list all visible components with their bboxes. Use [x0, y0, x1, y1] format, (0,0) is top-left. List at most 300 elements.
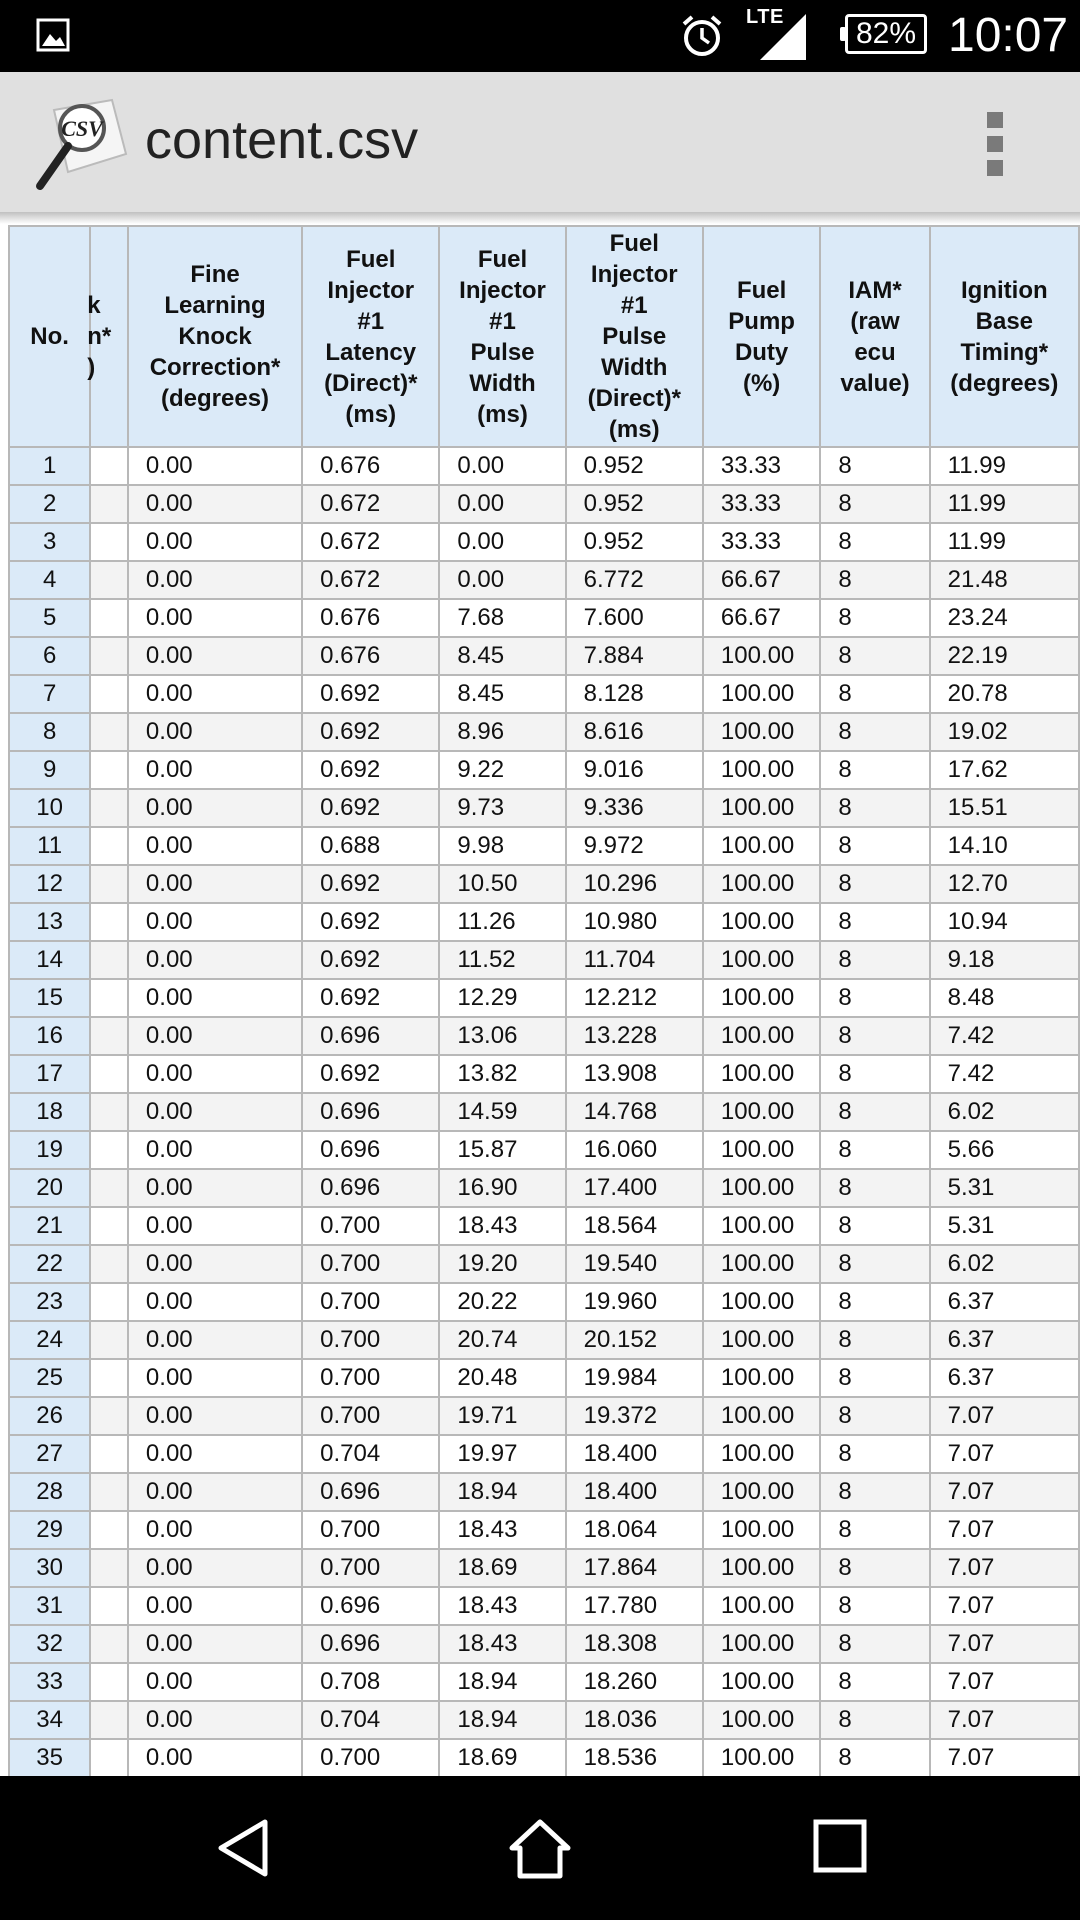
table-cell[interactable]: 17.400 — [566, 1169, 703, 1207]
table-cell[interactable] — [90, 713, 128, 751]
table-cell[interactable]: 18.43 — [439, 1625, 565, 1663]
table-cell[interactable]: 5.31 — [930, 1207, 1079, 1245]
column-header[interactable] — [302, 226, 439, 447]
table-cell[interactable]: 11.99 — [930, 485, 1079, 523]
column-header[interactable] — [87, 226, 128, 447]
table-cell[interactable]: 20.74 — [439, 1321, 565, 1359]
table-row[interactable] — [9, 713, 1079, 751]
table-cell[interactable]: 7.07 — [930, 1701, 1079, 1739]
table-cell[interactable] — [90, 485, 128, 523]
back-icon[interactable] — [215, 1818, 275, 1878]
table-row[interactable] — [9, 1587, 1079, 1625]
table-cell[interactable]: 8 — [820, 1207, 929, 1245]
table-cell[interactable]: 13.228 — [566, 1017, 703, 1055]
table-cell[interactable] — [90, 1283, 128, 1321]
table-cell[interactable]: 0.00 — [128, 941, 302, 979]
table-cell[interactable]: 5.66 — [930, 1131, 1079, 1169]
table-cell[interactable]: 20.152 — [566, 1321, 703, 1359]
table-cell[interactable]: 0.00 — [128, 751, 302, 789]
table-cell[interactable]: 6.37 — [930, 1283, 1079, 1321]
table-cell[interactable]: 8 — [820, 1701, 929, 1739]
row-number-cell[interactable]: 13 — [9, 903, 90, 941]
table-cell[interactable]: 0.00 — [128, 675, 302, 713]
table-cell[interactable]: 0.00 — [128, 1131, 302, 1169]
table-cell[interactable]: 11.704 — [566, 941, 703, 979]
table-cell[interactable] — [90, 827, 128, 865]
row-number-cell[interactable]: 27 — [9, 1435, 90, 1473]
table-cell[interactable]: 0.696 — [302, 1093, 439, 1131]
table-cell[interactable]: 8 — [820, 1625, 929, 1663]
table-cell[interactable]: 8 — [820, 865, 929, 903]
table-cell[interactable]: 23.24 — [930, 599, 1079, 637]
table-cell[interactable]: 0.688 — [302, 827, 439, 865]
table-cell[interactable]: 0.676 — [302, 599, 439, 637]
table-cell[interactable] — [90, 865, 128, 903]
table-cell[interactable]: 6.772 — [566, 561, 703, 599]
table-cell[interactable]: 0.00 — [128, 1207, 302, 1245]
table-cell[interactable]: 0.00 — [128, 827, 302, 865]
table-cell[interactable]: 0.700 — [302, 1283, 439, 1321]
table-cell[interactable]: 100.00 — [703, 1511, 820, 1549]
table-cell[interactable]: 10.980 — [566, 903, 703, 941]
table-cell[interactable] — [90, 1359, 128, 1397]
table-row[interactable] — [9, 1017, 1079, 1055]
table-cell[interactable]: 0.692 — [302, 903, 439, 941]
table-cell[interactable]: 8.616 — [566, 713, 703, 751]
table-cell[interactable]: 0.952 — [566, 523, 703, 561]
table-cell[interactable]: 8 — [820, 561, 929, 599]
table-cell[interactable]: 100.00 — [703, 1169, 820, 1207]
table-row[interactable] — [9, 1625, 1079, 1663]
row-number-cell[interactable]: 26 — [9, 1397, 90, 1435]
table-cell[interactable] — [90, 1625, 128, 1663]
table-row[interactable] — [9, 561, 1079, 599]
table-cell[interactable]: 8 — [820, 1511, 929, 1549]
table-cell[interactable]: 8 — [820, 1131, 929, 1169]
table-cell[interactable]: 18.69 — [439, 1549, 565, 1587]
table-cell[interactable]: 7.42 — [930, 1017, 1079, 1055]
table-cell[interactable]: 0.696 — [302, 1625, 439, 1663]
table-cell[interactable]: 19.372 — [566, 1397, 703, 1435]
table-cell[interactable] — [90, 1397, 128, 1435]
table-cell[interactable]: 100.00 — [703, 865, 820, 903]
table-cell[interactable]: 18.536 — [566, 1739, 703, 1777]
row-number-cell[interactable]: 14 — [9, 941, 90, 979]
table-cell[interactable]: 100.00 — [703, 1131, 820, 1169]
table-cell[interactable]: 0.952 — [566, 485, 703, 523]
table-cell[interactable]: 8 — [820, 1017, 929, 1055]
table-row[interactable] — [9, 1283, 1079, 1321]
table-cell[interactable]: 11.52 — [439, 941, 565, 979]
table-cell[interactable]: 100.00 — [703, 675, 820, 713]
table-cell[interactable]: 9.972 — [566, 827, 703, 865]
table-row[interactable] — [9, 1321, 1079, 1359]
row-number-cell[interactable]: 31 — [9, 1587, 90, 1625]
table-cell[interactable]: 12.212 — [566, 979, 703, 1017]
table-cell[interactable]: 0.672 — [302, 485, 439, 523]
column-header[interactable] — [439, 226, 565, 447]
table-cell[interactable]: 0.696 — [302, 1473, 439, 1511]
table-cell[interactable] — [90, 1511, 128, 1549]
table-cell[interactable]: 7.07 — [930, 1587, 1079, 1625]
table-cell[interactable] — [90, 941, 128, 979]
table-cell[interactable]: 19.540 — [566, 1245, 703, 1283]
table-cell[interactable]: 0.00 — [128, 599, 302, 637]
table-cell[interactable]: 0.00 — [128, 1017, 302, 1055]
table-cell[interactable]: 18.308 — [566, 1625, 703, 1663]
table-cell[interactable]: 0.696 — [302, 1017, 439, 1055]
table-cell[interactable]: 0.00 — [128, 447, 302, 485]
table-cell[interactable]: 7.07 — [930, 1511, 1079, 1549]
table-cell[interactable]: 0.708 — [302, 1663, 439, 1701]
column-header[interactable]: No. — [9, 226, 90, 447]
table-cell[interactable]: 18.94 — [439, 1701, 565, 1739]
table-cell[interactable]: 18.94 — [439, 1663, 565, 1701]
row-number-cell[interactable]: 6 — [9, 637, 90, 675]
table-cell[interactable]: 8 — [820, 1587, 929, 1625]
table-row[interactable] — [9, 1359, 1079, 1397]
table-cell[interactable]: 8 — [820, 1321, 929, 1359]
table-cell[interactable]: 19.97 — [439, 1435, 565, 1473]
table-cell[interactable]: 19.02 — [930, 713, 1079, 751]
table-row[interactable] — [9, 979, 1079, 1017]
table-cell[interactable]: 8 — [820, 637, 929, 675]
row-number-cell[interactable]: 19 — [9, 1131, 90, 1169]
table-cell[interactable]: 8 — [820, 941, 929, 979]
table-row[interactable] — [9, 1511, 1079, 1549]
table-cell[interactable]: 0.700 — [302, 1321, 439, 1359]
table-cell[interactable]: 100.00 — [703, 751, 820, 789]
table-cell[interactable]: 0.700 — [302, 1207, 439, 1245]
table-cell[interactable]: 0.00 — [128, 713, 302, 751]
table-cell[interactable]: 100.00 — [703, 637, 820, 675]
table-cell[interactable]: 13.06 — [439, 1017, 565, 1055]
table-cell[interactable]: 14.59 — [439, 1093, 565, 1131]
table-cell[interactable]: 8 — [820, 1283, 929, 1321]
table-cell[interactable]: 17.780 — [566, 1587, 703, 1625]
table-row[interactable] — [9, 523, 1079, 561]
row-number-cell[interactable]: 20 — [9, 1169, 90, 1207]
table-cell[interactable]: 7.07 — [930, 1397, 1079, 1435]
table-cell[interactable]: 8 — [820, 1397, 929, 1435]
table-cell[interactable]: 8 — [820, 1435, 929, 1473]
table-cell[interactable]: 0.00 — [128, 637, 302, 675]
table-cell[interactable]: 20.48 — [439, 1359, 565, 1397]
table-cell[interactable]: 100.00 — [703, 1587, 820, 1625]
table-cell[interactable]: 0.00 — [128, 1169, 302, 1207]
table-cell[interactable]: 8.45 — [439, 675, 565, 713]
table-cell[interactable]: 100.00 — [703, 1359, 820, 1397]
table-cell[interactable]: 10.296 — [566, 865, 703, 903]
table-cell[interactable]: 8 — [820, 1663, 929, 1701]
table-cell[interactable]: 0.692 — [302, 1055, 439, 1093]
table-cell[interactable]: 9.22 — [439, 751, 565, 789]
table-cell[interactable]: 20.78 — [930, 675, 1079, 713]
table-cell[interactable]: 12.70 — [930, 865, 1079, 903]
table-row[interactable] — [9, 941, 1079, 979]
table-cell[interactable] — [90, 1207, 128, 1245]
table-cell[interactable]: 0.00 — [439, 561, 565, 599]
table-cell[interactable]: 0.00 — [439, 447, 565, 485]
table-cell[interactable]: 0.00 — [439, 485, 565, 523]
table-cell[interactable] — [90, 1739, 128, 1777]
table-cell[interactable]: 18.69 — [439, 1739, 565, 1777]
table-cell[interactable]: 8 — [820, 485, 929, 523]
table-cell[interactable]: 0.700 — [302, 1397, 439, 1435]
table-cell[interactable]: 11.99 — [930, 447, 1079, 485]
table-row[interactable] — [9, 1207, 1079, 1245]
table-cell[interactable]: 0.704 — [302, 1701, 439, 1739]
table-cell[interactable]: 0.692 — [302, 713, 439, 751]
table-cell[interactable]: 12.29 — [439, 979, 565, 1017]
table-cell[interactable]: 13.908 — [566, 1055, 703, 1093]
table-cell[interactable]: 0.700 — [302, 1511, 439, 1549]
table-cell[interactable]: 8 — [820, 713, 929, 751]
table-cell[interactable]: 0.696 — [302, 1587, 439, 1625]
table-cell[interactable]: 0.00 — [128, 979, 302, 1017]
table-cell[interactable]: 66.67 — [703, 561, 820, 599]
table-cell[interactable]: 8 — [820, 1473, 929, 1511]
table-cell[interactable]: 9.336 — [566, 789, 703, 827]
table-cell[interactable]: 0.692 — [302, 751, 439, 789]
column-header[interactable] — [820, 226, 929, 447]
table-cell[interactable]: 8 — [820, 1245, 929, 1283]
table-cell[interactable]: 0.00 — [128, 1283, 302, 1321]
home-icon[interactable] — [508, 1818, 572, 1880]
table-cell[interactable]: 15.87 — [439, 1131, 565, 1169]
table-cell[interactable]: 0.692 — [302, 865, 439, 903]
table-cell[interactable]: 0.952 — [566, 447, 703, 485]
table-cell[interactable]: 100.00 — [703, 1473, 820, 1511]
row-number-cell[interactable]: 9 — [9, 751, 90, 789]
table-cell[interactable]: 0.00 — [128, 1321, 302, 1359]
table-cell[interactable]: 8 — [820, 751, 929, 789]
row-number-cell[interactable]: 33 — [9, 1663, 90, 1701]
table-cell[interactable] — [90, 789, 128, 827]
table-cell[interactable]: 0.704 — [302, 1435, 439, 1473]
table-row[interactable] — [9, 447, 1079, 485]
column-header[interactable] — [930, 226, 1079, 447]
table-cell[interactable]: 8 — [820, 523, 929, 561]
table-cell[interactable]: 8.45 — [439, 637, 565, 675]
table-cell[interactable]: 100.00 — [703, 903, 820, 941]
row-number-cell[interactable]: 10 — [9, 789, 90, 827]
table-row[interactable] — [9, 1245, 1079, 1283]
table-cell[interactable]: 100.00 — [703, 1245, 820, 1283]
table-cell[interactable]: 33.33 — [703, 447, 820, 485]
table-cell[interactable]: 18.260 — [566, 1663, 703, 1701]
table-cell[interactable]: 18.400 — [566, 1435, 703, 1473]
table-cell[interactable]: 7.07 — [930, 1473, 1079, 1511]
table-cell[interactable]: 0.00 — [128, 903, 302, 941]
row-number-cell[interactable]: 4 — [9, 561, 90, 599]
table-cell[interactable]: 0.692 — [302, 979, 439, 1017]
table-cell[interactable]: 7.68 — [439, 599, 565, 637]
table-cell[interactable]: 100.00 — [703, 789, 820, 827]
overflow-menu-icon[interactable] — [980, 112, 1010, 176]
table-cell[interactable]: 8 — [820, 1359, 929, 1397]
table-row[interactable] — [9, 1093, 1079, 1131]
table-cell[interactable]: 0.00 — [128, 1701, 302, 1739]
table-cell[interactable]: 18.43 — [439, 1587, 565, 1625]
table-cell[interactable]: 8 — [820, 1169, 929, 1207]
table-cell[interactable]: 100.00 — [703, 1397, 820, 1435]
table-row[interactable] — [9, 1169, 1079, 1207]
table-cell[interactable]: 8.96 — [439, 713, 565, 751]
row-number-cell[interactable]: 22 — [9, 1245, 90, 1283]
table-row[interactable] — [9, 1663, 1079, 1701]
table-cell[interactable]: 18.400 — [566, 1473, 703, 1511]
table-cell[interactable]: 8 — [820, 1739, 929, 1777]
table-cell[interactable]: 19.20 — [439, 1245, 565, 1283]
csv-table-viewport[interactable] — [8, 225, 1080, 1775]
table-cell[interactable]: 18.064 — [566, 1511, 703, 1549]
table-cell[interactable]: 8 — [820, 979, 929, 1017]
row-number-cell[interactable]: 12 — [9, 865, 90, 903]
table-cell[interactable]: 18.94 — [439, 1473, 565, 1511]
table-cell[interactable] — [90, 447, 128, 485]
table-cell[interactable]: 0.00 — [128, 1435, 302, 1473]
table-row[interactable] — [9, 751, 1079, 789]
table-cell[interactable]: 0.00 — [128, 1549, 302, 1587]
table-cell[interactable]: 7.07 — [930, 1663, 1079, 1701]
table-cell[interactable] — [90, 1549, 128, 1587]
row-number-cell[interactable]: 15 — [9, 979, 90, 1017]
table-cell[interactable]: 6.37 — [930, 1321, 1079, 1359]
table-cell[interactable]: 18.036 — [566, 1701, 703, 1739]
table-cell[interactable]: 0.692 — [302, 941, 439, 979]
table-cell[interactable]: 0.00 — [128, 1473, 302, 1511]
table-row[interactable] — [9, 1701, 1079, 1739]
table-cell[interactable] — [90, 561, 128, 599]
table-cell[interactable]: 33.33 — [703, 523, 820, 561]
table-cell[interactable] — [90, 1321, 128, 1359]
table-cell[interactable] — [90, 979, 128, 1017]
row-number-cell[interactable]: 35 — [9, 1739, 90, 1777]
table-cell[interactable]: 100.00 — [703, 713, 820, 751]
table-cell[interactable]: 7.07 — [930, 1625, 1079, 1663]
table-cell[interactable] — [90, 1055, 128, 1093]
table-cell[interactable] — [90, 1245, 128, 1283]
row-number-cell[interactable]: 21 — [9, 1207, 90, 1245]
row-number-cell[interactable]: 34 — [9, 1701, 90, 1739]
table-row[interactable] — [9, 789, 1079, 827]
row-number-cell[interactable]: 24 — [9, 1321, 90, 1359]
table-cell[interactable]: 8 — [820, 1055, 929, 1093]
table-cell[interactable]: 0.672 — [302, 561, 439, 599]
table-row[interactable] — [9, 1397, 1079, 1435]
table-cell[interactable]: 18.564 — [566, 1207, 703, 1245]
table-cell[interactable]: 100.00 — [703, 1207, 820, 1245]
table-cell[interactable]: 0.676 — [302, 637, 439, 675]
table-cell[interactable] — [90, 1093, 128, 1131]
table-cell[interactable]: 0.00 — [128, 1359, 302, 1397]
table-cell[interactable]: 0.00 — [128, 523, 302, 561]
table-cell[interactable]: 0.00 — [128, 789, 302, 827]
table-cell[interactable] — [90, 1701, 128, 1739]
row-number-cell[interactable]: 11 — [9, 827, 90, 865]
table-row[interactable] — [9, 675, 1079, 713]
table-cell[interactable]: 14.768 — [566, 1093, 703, 1131]
table-row[interactable] — [9, 1549, 1079, 1587]
table-cell[interactable]: 0.692 — [302, 789, 439, 827]
column-header[interactable] — [128, 226, 302, 447]
table-cell[interactable]: 6.37 — [930, 1359, 1079, 1397]
table-row[interactable] — [9, 1473, 1079, 1511]
row-number-cell[interactable]: 32 — [9, 1625, 90, 1663]
table-row[interactable] — [9, 1055, 1079, 1093]
table-row[interactable] — [9, 485, 1079, 523]
table-cell[interactable]: 8 — [820, 789, 929, 827]
row-number-cell[interactable]: 16 — [9, 1017, 90, 1055]
table-cell[interactable] — [90, 1169, 128, 1207]
table-cell[interactable] — [90, 675, 128, 713]
table-cell[interactable]: 0.00 — [128, 1739, 302, 1777]
table-cell[interactable]: 0.00 — [128, 1663, 302, 1701]
table-row[interactable] — [9, 599, 1079, 637]
table-cell[interactable]: 0.00 — [128, 1245, 302, 1283]
table-cell[interactable]: 11.99 — [930, 523, 1079, 561]
table-cell[interactable]: 19.984 — [566, 1359, 703, 1397]
table-cell[interactable]: 8 — [820, 903, 929, 941]
table-cell[interactable]: 21.48 — [930, 561, 1079, 599]
row-number-cell[interactable]: 17 — [9, 1055, 90, 1093]
row-number-cell[interactable]: 3 — [9, 523, 90, 561]
table-cell[interactable]: 7.42 — [930, 1055, 1079, 1093]
table-row[interactable] — [9, 1435, 1079, 1473]
table-cell[interactable] — [90, 1435, 128, 1473]
row-number-cell[interactable]: 5 — [9, 599, 90, 637]
table-cell[interactable]: 14.10 — [930, 827, 1079, 865]
table-cell[interactable]: 17.62 — [930, 751, 1079, 789]
table-cell[interactable]: 8 — [820, 1549, 929, 1587]
table-cell[interactable]: 9.98 — [439, 827, 565, 865]
table-cell[interactable] — [90, 1663, 128, 1701]
row-number-cell[interactable]: 1 — [9, 447, 90, 485]
table-cell[interactable]: 8 — [820, 1093, 929, 1131]
table-cell[interactable]: 16.060 — [566, 1131, 703, 1169]
table-cell[interactable]: 0.672 — [302, 523, 439, 561]
table-cell[interactable]: 100.00 — [703, 1093, 820, 1131]
table-row[interactable] — [9, 865, 1079, 903]
table-cell[interactable]: 15.51 — [930, 789, 1079, 827]
table-cell[interactable]: 100.00 — [703, 1663, 820, 1701]
table-cell[interactable]: 7.07 — [930, 1435, 1079, 1473]
table-cell[interactable]: 5.31 — [930, 1169, 1079, 1207]
row-number-cell[interactable]: 28 — [9, 1473, 90, 1511]
table-cell[interactable]: 0.696 — [302, 1131, 439, 1169]
table-cell[interactable]: 33.33 — [703, 485, 820, 523]
table-cell[interactable]: 0.00 — [128, 865, 302, 903]
table-cell[interactable] — [90, 523, 128, 561]
table-row[interactable] — [9, 1131, 1079, 1169]
table-cell[interactable] — [90, 1131, 128, 1169]
table-cell[interactable]: 0.00 — [128, 1055, 302, 1093]
row-number-cell[interactable]: 18 — [9, 1093, 90, 1131]
table-cell[interactable]: 0.700 — [302, 1739, 439, 1777]
row-number-cell[interactable]: 25 — [9, 1359, 90, 1397]
table-cell[interactable]: 6.02 — [930, 1245, 1079, 1283]
table-cell[interactable]: 16.90 — [439, 1169, 565, 1207]
recents-icon[interactable] — [812, 1818, 868, 1874]
table-cell[interactable]: 19.71 — [439, 1397, 565, 1435]
table-cell[interactable]: 19.960 — [566, 1283, 703, 1321]
table-cell[interactable]: 17.864 — [566, 1549, 703, 1587]
table-cell[interactable]: 7.884 — [566, 637, 703, 675]
table-cell[interactable]: 13.82 — [439, 1055, 565, 1093]
table-cell[interactable]: 8.48 — [930, 979, 1079, 1017]
table-cell[interactable]: 8 — [820, 675, 929, 713]
